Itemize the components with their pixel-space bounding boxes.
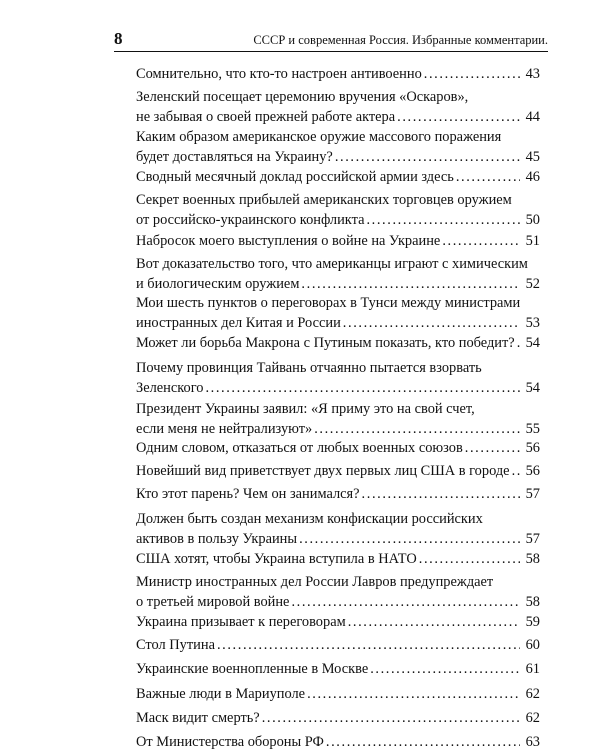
toc-entry (136, 660, 540, 680)
toc-page-number: 43 (525, 66, 540, 82)
toc-page-number: 57 (525, 486, 540, 502)
toc-entry-row (136, 685, 540, 705)
toc-page-number: 58 (525, 551, 540, 567)
dot-leader (335, 148, 520, 168)
dot-leader (424, 65, 520, 85)
toc-page-number: 54 (525, 335, 540, 351)
dot-leader (370, 660, 520, 680)
toc-entry-row (136, 65, 540, 85)
toc-entry (136, 573, 540, 612)
toc-entry-title: Набросок моего выступления о войне на Украине (136, 233, 441, 249)
toc-entry-row (136, 168, 540, 188)
toc-entry (136, 88, 540, 127)
toc-entry (136, 485, 540, 505)
toc-page-number: 61 (525, 661, 540, 677)
toc-entry-row (136, 593, 540, 613)
toc-entry-row (136, 314, 540, 334)
dot-leader (314, 420, 520, 440)
toc-entry-row (136, 660, 540, 680)
toc-entry-title: От Министерства обороны РФ (136, 734, 324, 750)
toc-page-number: 54 (525, 379, 540, 396)
toc-entry-title: и биологическим оружием (136, 275, 300, 292)
toc-entry-title: Новейший вид приветствует двух первых лиц США в городе (136, 463, 510, 479)
toc-entry-title: Президент Украины заявил: «Я приму это на свой счет, (136, 401, 475, 417)
toc-entry-title: Мои шесть пунктов о переговорах в Тунси между министрами (136, 295, 521, 311)
toc-entry-title: активов в пользу Украины (136, 530, 298, 547)
toc-entry-title: иностранных дел Китая и России (136, 314, 341, 331)
toc-page-number: 56 (525, 463, 540, 479)
toc-entry-title: Министр иностранных дел России Лавров предупреждает (136, 574, 494, 590)
dot-leader (301, 275, 520, 295)
toc-page-number: 62 (525, 686, 540, 702)
toc-entry-title: Кто этот парень? Чем он занимался? (136, 486, 360, 502)
toc-entry (136, 400, 540, 439)
toc-page-number: 62 (525, 710, 540, 726)
toc-entry-row (136, 530, 540, 550)
toc-entry (136, 232, 540, 252)
toc-page-number: 52 (525, 275, 540, 292)
toc-page-number: 63 (525, 734, 540, 750)
toc-entry-row (136, 211, 540, 231)
dot-leader (442, 232, 520, 252)
dot-leader (456, 168, 520, 188)
toc-entry-title: о третьей мировой войне (136, 593, 290, 610)
toc-entry-title: Вот доказательство того, что американцы играют с химическим (136, 256, 528, 272)
toc-entry (136, 709, 540, 729)
toc-entry (136, 65, 540, 85)
toc-page-number: 58 (525, 593, 540, 610)
toc-entry (136, 439, 540, 459)
dot-leader (291, 593, 520, 613)
toc-entry-row (136, 613, 540, 633)
toc-page-number: 56 (525, 440, 540, 456)
toc-entry-title: от российско-украинского конфликта (136, 211, 365, 228)
toc-entry-row (136, 334, 540, 354)
dot-leader (217, 636, 520, 656)
toc-entry-row (136, 108, 540, 128)
toc-entry-title: не забывая о своей прежней работе актера (136, 108, 396, 125)
dot-leader (262, 709, 520, 729)
page-number: 8 (114, 29, 123, 48)
toc-entry-title: Стол Путина (136, 637, 215, 653)
toc-entry (136, 294, 540, 333)
toc-entry (136, 334, 540, 354)
dot-leader (348, 613, 520, 633)
running-title: СССР и современная Россия. Избранные комментарии. (253, 33, 548, 47)
dot-leader (512, 462, 520, 482)
toc-entry (136, 128, 540, 167)
dot-leader (307, 685, 520, 705)
toc-entry (136, 462, 540, 482)
toc-entry (136, 255, 540, 294)
toc-entry (136, 613, 540, 633)
toc-entry-title: Почему провинция Тайвань отчаянно пытается взорвать (136, 360, 482, 376)
toc-page-number: 51 (525, 233, 540, 249)
toc-entry (136, 685, 540, 705)
toc-entry-row (136, 485, 540, 505)
toc-entry (136, 191, 540, 230)
toc-entry-title: Важные люди в Мариуполе (136, 686, 306, 702)
page-header (114, 29, 548, 52)
toc-page-number: 60 (525, 637, 540, 653)
toc-entry-title: Маск видит смерть? (136, 710, 260, 726)
toc-entry-row (136, 709, 540, 729)
toc-entry-row (136, 275, 540, 295)
toc-entry-title: Украина призывает к переговорам (136, 614, 346, 630)
dot-leader (366, 211, 520, 231)
dot-leader (362, 485, 520, 505)
toc-entry-row (136, 420, 540, 440)
toc-entry (136, 550, 540, 570)
toc-entry-row (136, 636, 540, 656)
toc-page-number: 53 (525, 314, 540, 331)
toc-entry-row (136, 148, 540, 168)
dot-leader (397, 108, 520, 128)
toc-entry-title: Должен быть создан механизм конфискации российских (136, 511, 483, 527)
toc-page-number: 46 (525, 169, 540, 185)
toc-entry-title: Каким образом американское оружие массового поражения (136, 129, 502, 145)
dot-leader (517, 334, 520, 354)
toc-entry-title: Украинские военнопленные в Москве (136, 661, 369, 677)
toc-entry-title: будет доставляться на Украину? (136, 148, 333, 165)
toc-page-number: 59 (525, 614, 540, 630)
toc-entry-title: Одним словом, отказаться от любых военных союзов (136, 440, 463, 456)
toc-entry-row (136, 439, 540, 459)
dot-leader (343, 314, 520, 334)
toc-page-number: 57 (525, 530, 540, 547)
toc-entry (136, 510, 540, 549)
toc-entry-title: Зеленского (136, 379, 204, 396)
dot-leader (465, 439, 520, 459)
dot-leader (205, 379, 520, 399)
toc-page-number: 55 (525, 420, 540, 437)
toc-page-number: 50 (525, 211, 540, 228)
dot-leader (299, 530, 520, 550)
toc-entry-title: Может ли борьба Макрона с Путиным показать, кто победит? (136, 335, 515, 351)
toc-entry-row (136, 232, 540, 252)
toc-entry-title: Сомнительно, что кто-то настроен антивоенно (136, 66, 422, 82)
toc-entry-row (136, 462, 540, 482)
dot-leader (419, 550, 520, 570)
toc-entry (136, 636, 540, 656)
toc-page-number: 44 (525, 108, 540, 125)
toc-entry-title: США хотят, чтобы Украина вступила в НАТО (136, 551, 417, 567)
toc-entry-title: если меня не нейтрализуют» (136, 420, 313, 437)
toc-entry (136, 359, 540, 398)
toc-entry-title: Сводный месячный доклад российской армии здесь (136, 169, 454, 185)
toc-page-number: 45 (525, 148, 540, 165)
toc-entry-row (136, 550, 540, 570)
toc-entry-title: Секрет военных прибылей американских торговцев оружием (136, 192, 512, 208)
toc-entry-row (136, 379, 540, 399)
toc-entry (136, 168, 540, 188)
toc-entry-title: Зеленский посещает церемонию вручения «Оскаров», (136, 89, 469, 105)
